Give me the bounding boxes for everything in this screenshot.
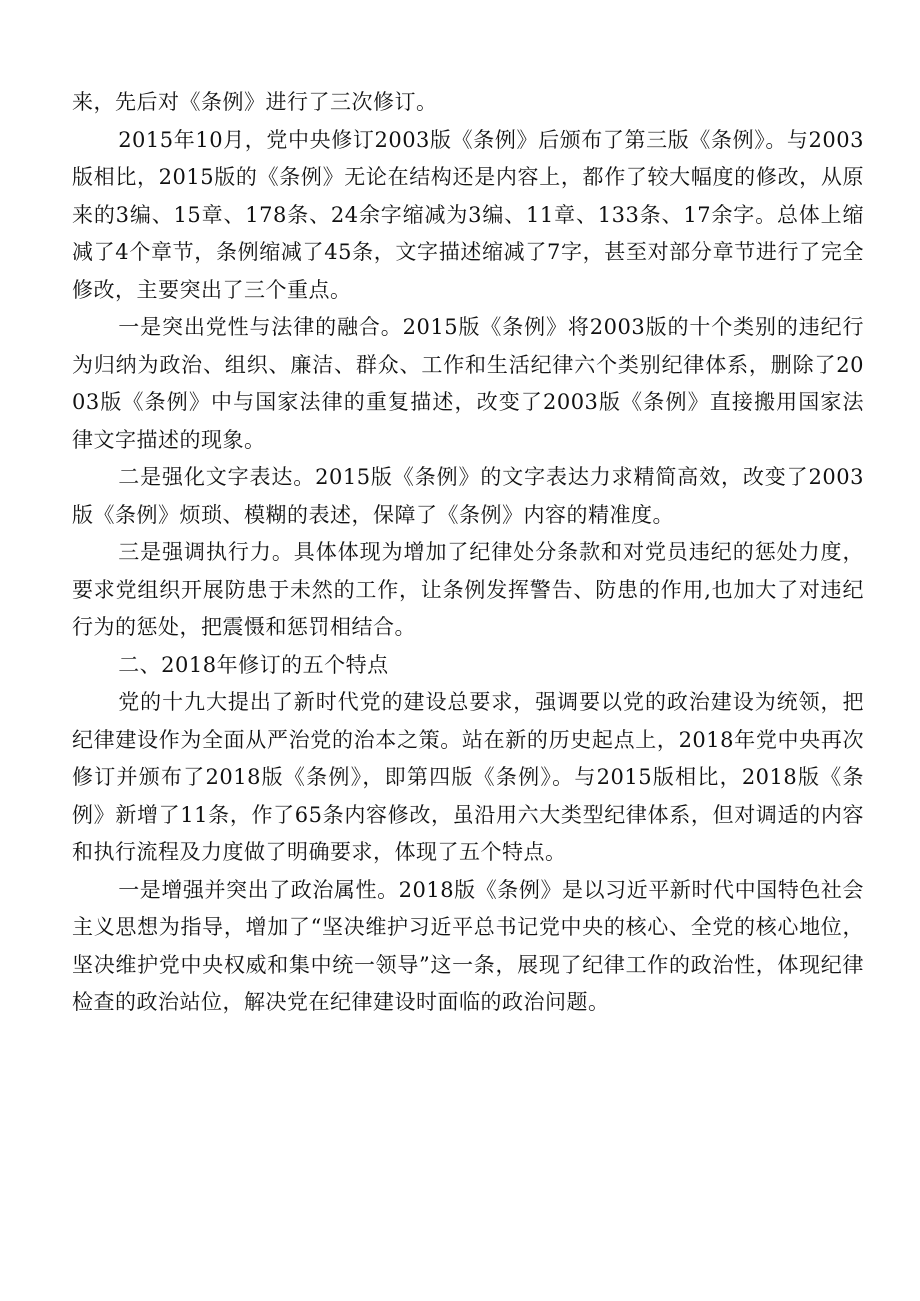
paragraph-continuation: 来，先后对《条例》进行了三次修订。	[72, 90, 438, 114]
section-heading-2018: 二、2018年修订的五个特点	[118, 652, 389, 677]
paragraph-2018-point-one: 一是增强并突出了政治属性。2018版《条例》是以习近平新时代中国特色社会主义思想为指导，增加了“坚决维护习近平总书记党中央的核心、全党的核心地位，坚决维护党中央权威和集中统一领导”这一条，展现了纪律工作的政治性，体现纪律检查的政治站位，解决党在纪律建设时面临的政治问题。	[72, 877, 864, 1014]
paragraph-point-one: 一是突出党性与法律的融合。2015版《条例》将2003版的十个类别的违纪行为归纳为政治、组织、廉洁、群众、工作和生活纪律六个类别纪律体系，删除了2003版《条例》中与国家法律的重复描述，改变了2003版《条例》直接搬用国家法律文字描述的现象。	[72, 315, 864, 452]
paragraph-point-two: 二是强化文字表达。2015版《条例》的文字表达力求精简高效，改变了2003版《条例》烦琐、模糊的表述，保障了《条例》内容的精准度。	[72, 465, 864, 527]
paragraph-2018-revision: 党的十九大提出了新时代党的建设总要求，强调要以党的政治建设为统领，把纪律建设作为全面从严治党的治本之策。站在新的历史起点上，2018年党中央再次修订并颁布了2018版《条例》，即第四版《条例》。与2015版相比，2018版《条例》新增了11条，作了65条内容修改，虽沿用六大类型纪律体系，但对调适的内容和执行流程及力度做了明确要求，体现了五个特点。	[72, 690, 864, 864]
paragraph-point-three: 三是强调执行力。具体体现为增加了纪律处分条款和对党员违纪的惩处力度，要求党组织开展防患于未然的工作，让条例发挥警告、防患的作用,也加大了对违纪行为的惩处，把震慑和惩罚相结合。	[72, 540, 864, 639]
paragraph-2015-revision: 2015年10月，党中央修订2003版《条例》后颁布了第三版《条例》。与2003版相比，2015版的《条例》无论在结构还是内容上，都作了较大幅度的修改，从原来的3编、15章、178条、24余字缩减为3编、11章、133条、17余字。总体上缩减了4个章节，条例缩减了45条，文字描述缩减了7字，甚至对部分章节进行了完全修改，主要突出了三个重点。	[72, 127, 864, 302]
